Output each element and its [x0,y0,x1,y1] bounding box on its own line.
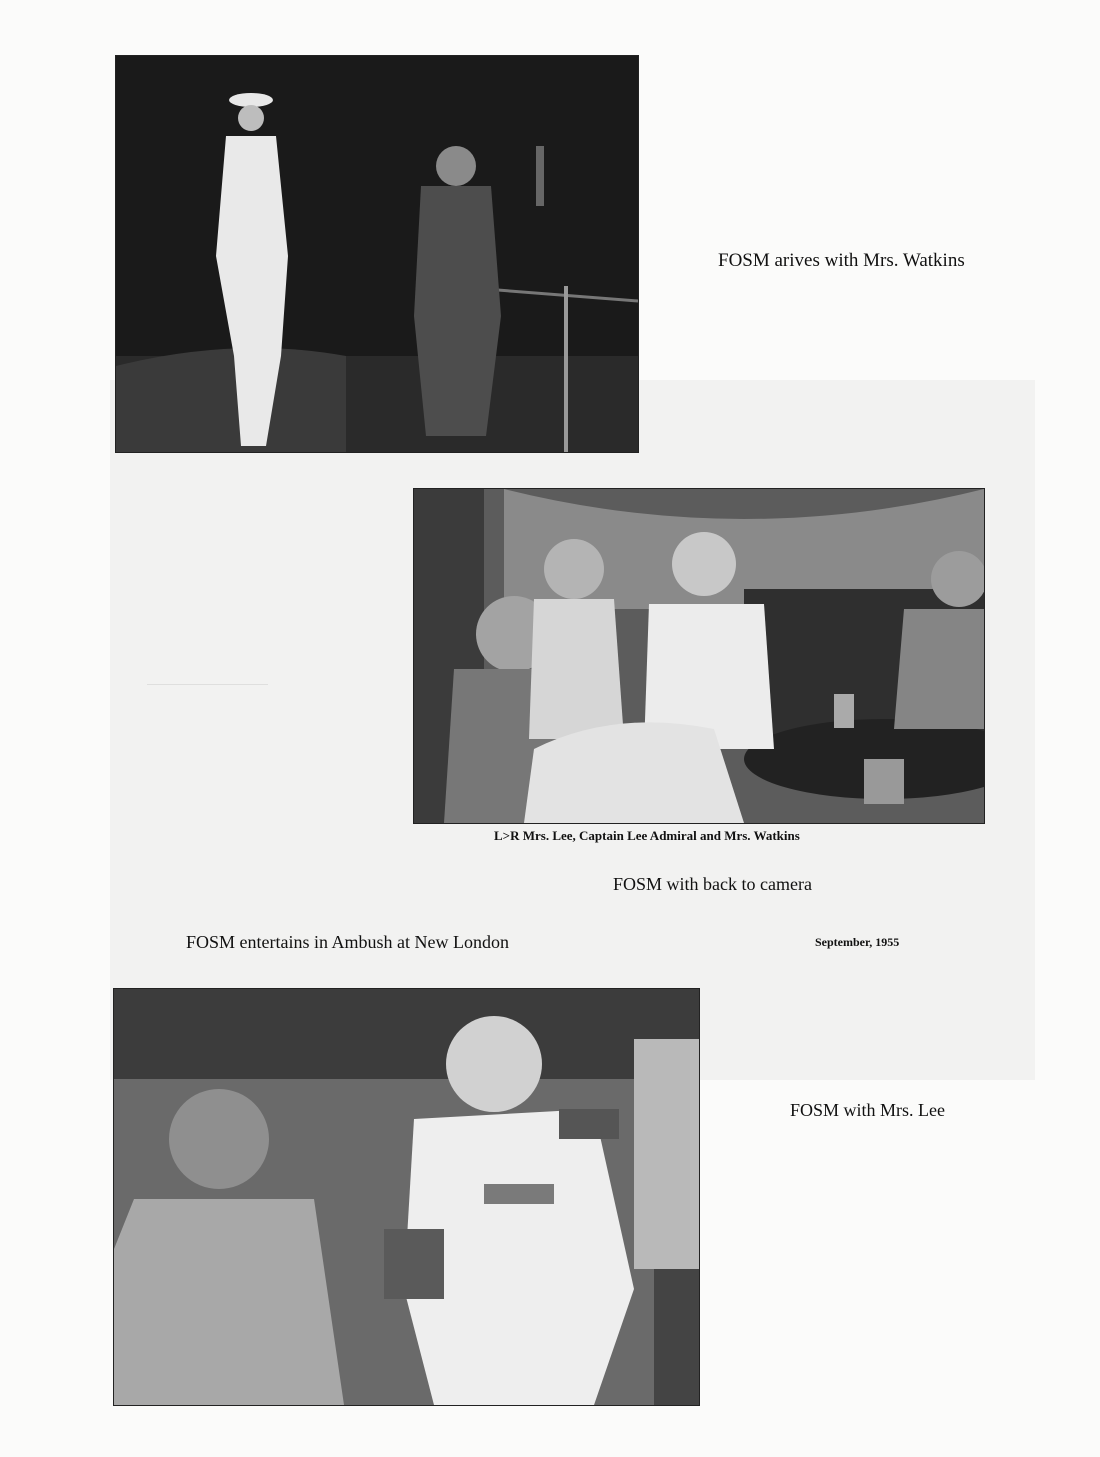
photo-wardroom-image [414,489,984,823]
photo-with-mrs-lee [113,988,700,1406]
fine-print-note: ························································································································· [147,683,268,687]
photo-arrival-image [116,56,638,452]
caption-arrival: FOSM arives with Mrs. Watkins [718,250,965,271]
caption-back-to-camera: FOSM with back to camera [613,874,812,894]
photo-wardroom [413,488,985,824]
photo-arrival [115,55,639,453]
caption-with-mrs-lee: FOSM with Mrs. Lee [790,1100,946,1120]
caption-left-to-right: L>R Mrs. Lee, Captain Lee Admiral and Mrs. Watkins [494,828,800,843]
caption-date: September, 1955 [815,935,900,949]
photo-with-mrs-lee-image [114,989,699,1405]
caption-event: FOSM entertains in Ambush at New London [186,932,509,952]
